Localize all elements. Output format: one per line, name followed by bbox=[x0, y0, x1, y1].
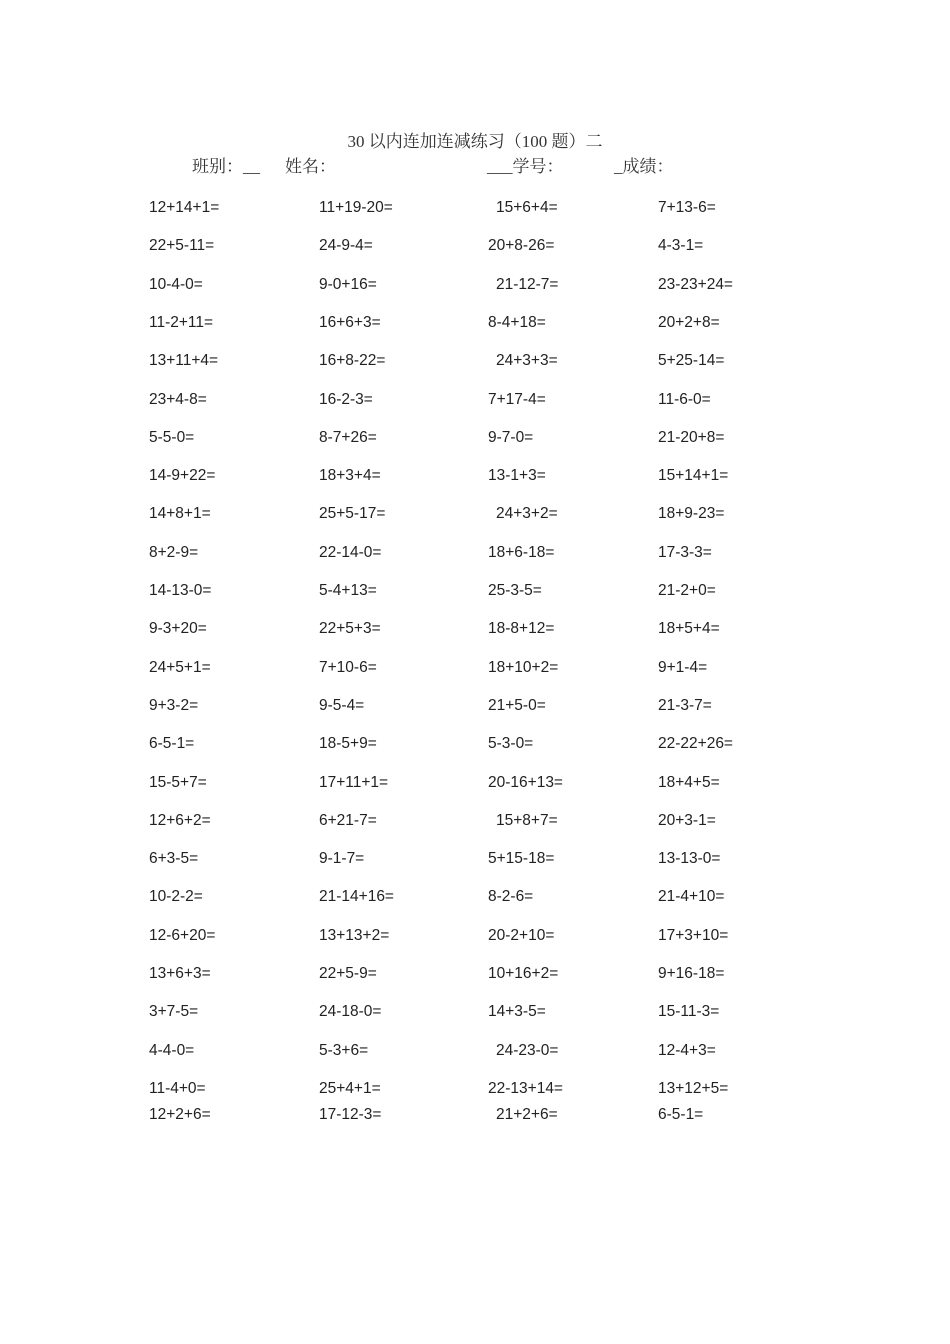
math-problem: 10-2-2= bbox=[149, 888, 203, 906]
math-problem: 22+5+3= bbox=[319, 620, 381, 638]
math-problem: 15+8+7= bbox=[496, 811, 558, 829]
math-problem: 7+13-6= bbox=[658, 199, 716, 216]
math-problem: 20+8-26= bbox=[488, 237, 555, 255]
math-problem: 12-6+20= bbox=[149, 926, 216, 944]
math-problem: 14-9+22= bbox=[149, 467, 216, 485]
math-problem: 4-4-0= bbox=[149, 1041, 195, 1059]
math-problem: 15+6+4= bbox=[496, 199, 558, 216]
math-problem: 22-13+14= bbox=[488, 1079, 563, 1097]
math-problem: 16-2-3= bbox=[319, 390, 373, 408]
math-problem: 21-14+16= bbox=[319, 888, 394, 906]
math-problem: 17-12-3= bbox=[319, 1106, 382, 1123]
math-problem: 8-4+18= bbox=[488, 313, 546, 331]
math-problem: 8-7+26= bbox=[319, 428, 377, 446]
math-problem: 24+5+1= bbox=[149, 658, 211, 676]
math-problem: 14+3-5= bbox=[488, 1003, 546, 1021]
math-problem: 13-13-0= bbox=[658, 850, 721, 868]
math-problem: 8-2-6= bbox=[488, 888, 534, 906]
math-problem: 11-4+0= bbox=[149, 1079, 206, 1097]
math-problem: 12+2+6= bbox=[149, 1106, 211, 1123]
math-problem: 15-11-3= bbox=[658, 1003, 720, 1021]
math-problem: 6-5-1= bbox=[149, 735, 195, 753]
math-problem: 11-6-0= bbox=[658, 390, 711, 408]
math-problem: 9-0+16= bbox=[319, 275, 377, 293]
math-problem: 7+10-6= bbox=[319, 658, 377, 676]
math-problem: 7+17-4= bbox=[488, 390, 546, 408]
student-id-field-label: ___学号： bbox=[487, 157, 564, 176]
math-problem: 18+5+4= bbox=[658, 620, 720, 638]
math-problem: 10-4-0= bbox=[149, 275, 203, 293]
math-problem: 6+3-5= bbox=[149, 850, 199, 868]
math-problem: 5-4+13= bbox=[319, 582, 377, 599]
math-problem: 18+6-18= bbox=[488, 543, 555, 561]
math-problem: 13+12+5= bbox=[658, 1079, 729, 1097]
math-problem: 21-4+10= bbox=[658, 888, 725, 906]
math-problem: 9-3+20= bbox=[149, 620, 207, 638]
math-problem: 5+15-18= bbox=[488, 850, 555, 868]
math-problem: 20+3-1= bbox=[658, 811, 716, 829]
math-problem: 24+3+2= bbox=[496, 505, 558, 523]
math-problem: 13+11+4= bbox=[149, 352, 219, 370]
math-problem: 5-5-0= bbox=[149, 428, 195, 446]
math-problem: 17+11+1= bbox=[319, 773, 389, 791]
math-problem: 25+4+1= bbox=[319, 1079, 381, 1097]
math-problem: 16+6+3= bbox=[319, 313, 381, 331]
math-problem: 5+25-14= bbox=[658, 352, 725, 370]
math-problem: 16+8-22= bbox=[319, 352, 386, 370]
math-problem: 21-3-7= bbox=[658, 696, 712, 714]
math-problem: 21-12-7= bbox=[496, 275, 559, 293]
math-problem: 17-3-3= bbox=[658, 543, 712, 561]
math-problem: 25+5-17= bbox=[319, 505, 386, 523]
math-problem: 14+8+1= bbox=[149, 505, 211, 523]
math-problem: 12+14+1= bbox=[149, 199, 220, 216]
math-problem: 6-5-1= bbox=[658, 1106, 704, 1123]
math-problem: 20-2+10= bbox=[488, 926, 555, 944]
math-problem: 23-23+24= bbox=[658, 275, 733, 293]
math-problem: 18-5+9= bbox=[319, 735, 377, 753]
math-problem: 5-3-0= bbox=[488, 735, 534, 753]
math-problem: 20+2+8= bbox=[658, 313, 720, 331]
math-problem: 9-7-0= bbox=[488, 428, 534, 446]
math-problem: 21-20+8= bbox=[658, 428, 725, 446]
math-problem: 18-8+12= bbox=[488, 620, 555, 638]
math-problem: 22+5-11= bbox=[149, 237, 215, 255]
math-problem: 22-22+26= bbox=[658, 735, 733, 753]
math-problem: 24+3+3= bbox=[496, 352, 558, 370]
math-problem: 12+6+2= bbox=[149, 811, 211, 829]
math-problem: 20-16+13= bbox=[488, 773, 563, 791]
math-problem: 24-23-0= bbox=[496, 1041, 559, 1059]
math-problem: 9+1-4= bbox=[658, 658, 708, 676]
name-field-label: 姓名： bbox=[285, 157, 336, 176]
math-problem: 3+7-5= bbox=[149, 1003, 199, 1021]
math-problem: 21-2+0= bbox=[658, 582, 716, 599]
math-problem: 14-13-0= bbox=[149, 582, 212, 599]
math-problem: 13+13+2= bbox=[319, 926, 390, 944]
math-problem: 18+4+5= bbox=[658, 773, 720, 791]
math-problem: 9-5-4= bbox=[319, 696, 365, 714]
math-problem: 18+10+2= bbox=[488, 658, 559, 676]
score-field-label: _成绩： bbox=[614, 157, 674, 176]
math-problem: 11-2+11= bbox=[149, 313, 214, 331]
worksheet-title: 30 以内连加连减练习（100 题）二 bbox=[347, 132, 603, 151]
math-problem: 18+3+4= bbox=[319, 467, 381, 485]
math-problem: 9-1-7= bbox=[319, 850, 365, 868]
math-problem: 12-4+3= bbox=[658, 1041, 716, 1059]
math-problem: 21+5-0= bbox=[488, 696, 546, 714]
math-problem: 23+4-8= bbox=[149, 390, 207, 408]
math-problem: 6+21-7= bbox=[319, 811, 377, 829]
math-problem: 17+3+10= bbox=[658, 926, 729, 944]
math-problem: 11+19-20= bbox=[319, 199, 393, 216]
class-field-label: 班别：__ bbox=[192, 157, 260, 176]
math-problem: 9+16-18= bbox=[658, 965, 725, 982]
math-problem: 13-1+3= bbox=[488, 467, 546, 485]
math-problem: 24-9-4= bbox=[319, 237, 373, 255]
math-problem: 5-3+6= bbox=[319, 1041, 369, 1059]
math-problem: 15+14+1= bbox=[658, 467, 729, 485]
math-problem: 4-3-1= bbox=[658, 237, 704, 255]
math-problem: 15-5+7= bbox=[149, 773, 207, 791]
math-problem: 24-18-0= bbox=[319, 1003, 382, 1021]
math-problem: 22-14-0= bbox=[319, 543, 382, 561]
math-problem: 18+9-23= bbox=[658, 505, 725, 523]
math-problem: 8+2-9= bbox=[149, 543, 199, 561]
math-problem: 25-3-5= bbox=[488, 582, 542, 599]
math-problem: 10+16+2= bbox=[488, 965, 559, 982]
math-problem: 13+6+3= bbox=[149, 965, 211, 982]
math-problem: 22+5-9= bbox=[319, 965, 377, 982]
math-problem: 9+3-2= bbox=[149, 696, 199, 714]
math-problem: 21+2+6= bbox=[496, 1106, 558, 1123]
